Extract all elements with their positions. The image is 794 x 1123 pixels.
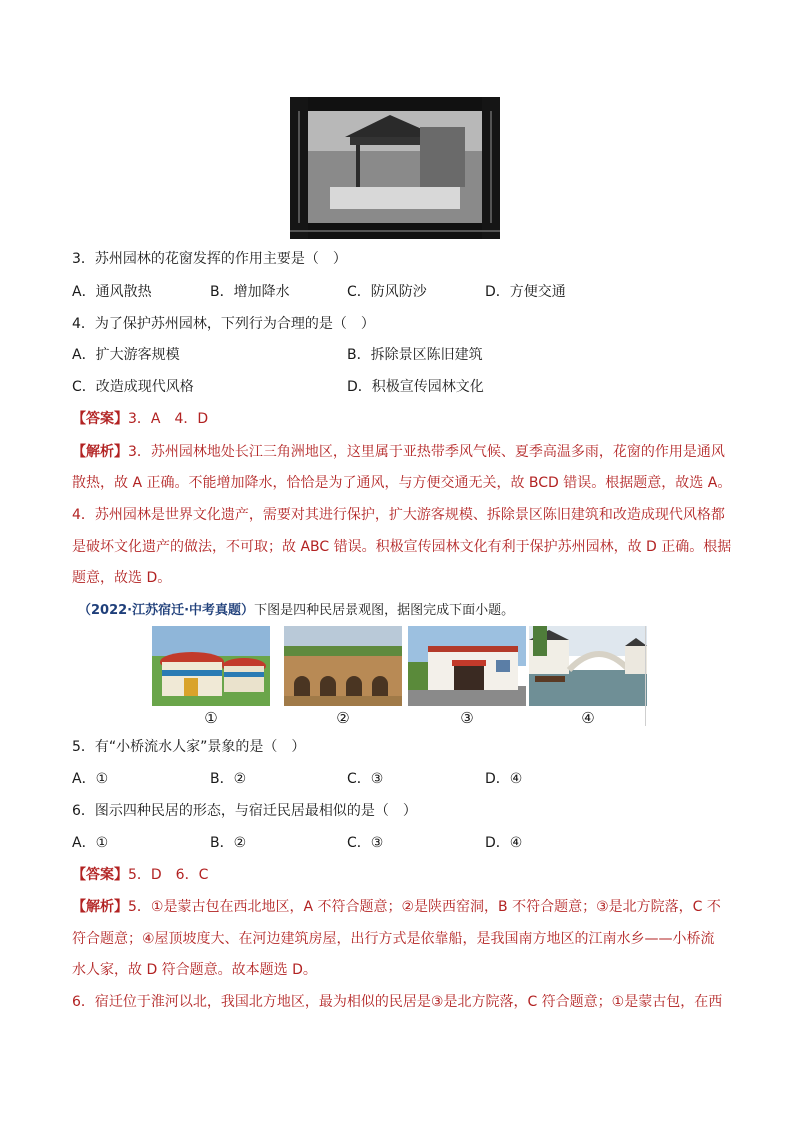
answer-block-1 — [72, 409, 208, 429]
figure-number-2: ② — [336, 709, 350, 727]
answer-tag: 【答案】 — [72, 411, 128, 427]
answer-text: 5．D 6．C — [128, 867, 209, 883]
question-5-option-b: B．② — [210, 771, 247, 787]
question-5-option-a: A．① — [72, 771, 109, 787]
question-3-option-c: C．防风防沙 — [347, 284, 427, 300]
dwelling-image-1-yurt — [152, 626, 270, 706]
question-5-option-d: D．④ — [485, 771, 523, 787]
question-6-option-b: B．② — [210, 835, 247, 851]
question-5-stem: 5．有“小桥流水人家”景象的是（ ） — [72, 739, 306, 755]
analysis-1-line-1 — [72, 442, 725, 462]
question-4-option-a: A．扩大游客规模 — [72, 347, 180, 363]
source-line — [78, 600, 514, 621]
source-text: 下图是四种民居景观图，据图完成下面小题。 — [254, 603, 515, 618]
question-4-stem: 4．为了保护苏州园林，下列行为合理的是（ ） — [72, 316, 375, 332]
dwelling-image-3-courtyard — [408, 626, 526, 706]
analysis-2-line-3: 水人家，故 D 符合题意。故本题选 D。 — [72, 962, 317, 978]
analysis-text: 3．苏州园林地处长江三角洲地区，这里属于亚热带季风气候、夏季高温多雨，花窗的作用是通风 — [128, 444, 725, 460]
question-6-stem: 6．图示四种民居的形态，与宿迁民居最相似的是（ ） — [72, 803, 417, 819]
question-6-option-a: A．① — [72, 835, 109, 851]
dwelling-image-4-water-town — [529, 626, 647, 706]
analysis-tag: 【解析】 — [72, 444, 128, 460]
figure-number-3: ③ — [460, 709, 474, 727]
analysis-text: 5．①是蒙古包在西北地区，A 不符合题意；②是陕西窑洞，B 不符合题意；③是北方院落，C 不 — [128, 899, 721, 915]
answer-block-2 — [72, 865, 208, 885]
analysis-2-line-2: 符合题意；④屋顶坡度大、在河边建筑房屋，出行方式是依靠船，是我国南方地区的江南水乡——小桥流 — [72, 931, 715, 947]
analysis-2-line-1 — [72, 897, 721, 917]
question-3-option-a: A．通风散热 — [72, 284, 152, 300]
question-4-option-d: D．积极宣传园林文化 — [347, 379, 484, 395]
analysis-1-line-5: 题意，故选 D。 — [72, 570, 172, 586]
question-6-option-d: D．④ — [485, 835, 523, 851]
figure-number-1: ① — [204, 709, 218, 727]
question-3-option-d: D．方便交通 — [485, 284, 566, 300]
answer-tag: 【答案】 — [72, 867, 128, 883]
answer-text: 3．A 4．D — [128, 411, 209, 427]
question-3-stem: 3．苏州园林的花窗发挥的作用主要是（ ） — [72, 251, 347, 267]
figure-divider — [645, 626, 646, 726]
question-4-option-b: B．拆除景区陈旧建筑 — [347, 347, 483, 363]
question-5-option-c: C．③ — [347, 771, 384, 787]
analysis-1-line-4: 是破坏文化遗产的做法，不可取；故 ABC 错误。积极宣传园林文化有利于保护苏州园林，故 D 正确。根据 — [72, 539, 732, 555]
garden-window-photo — [290, 97, 500, 239]
analysis-2-line-4: 6．宿迁位于淮河以北，我国北方地区，最为相似的民居是③是北方院落，C 符合题意；①是蒙古包，在西 — [72, 994, 723, 1010]
analysis-1-line-3: 4．苏州园林是世界文化遗产，需要对其进行保护，扩大游客规模、拆除景区陈旧建筑和改造成现代风格都 — [72, 507, 725, 523]
dwelling-image-2-cave — [284, 626, 402, 706]
source-tag: （2022·江苏宿迁·中考真题） — [78, 603, 255, 618]
analysis-1-line-2: 散热，故 A 正确。不能增加降水，恰恰是为了通风，与方便交通无关，故 BCD 错误。根据题意，故选 A。 — [72, 475, 732, 491]
analysis-tag: 【解析】 — [72, 899, 128, 915]
question-3-option-b: B．增加降水 — [210, 284, 290, 300]
question-6-option-c: C．③ — [347, 835, 384, 851]
figure-number-4: ④ — [581, 709, 595, 727]
question-4-option-c: C．改造成现代风格 — [72, 379, 194, 395]
